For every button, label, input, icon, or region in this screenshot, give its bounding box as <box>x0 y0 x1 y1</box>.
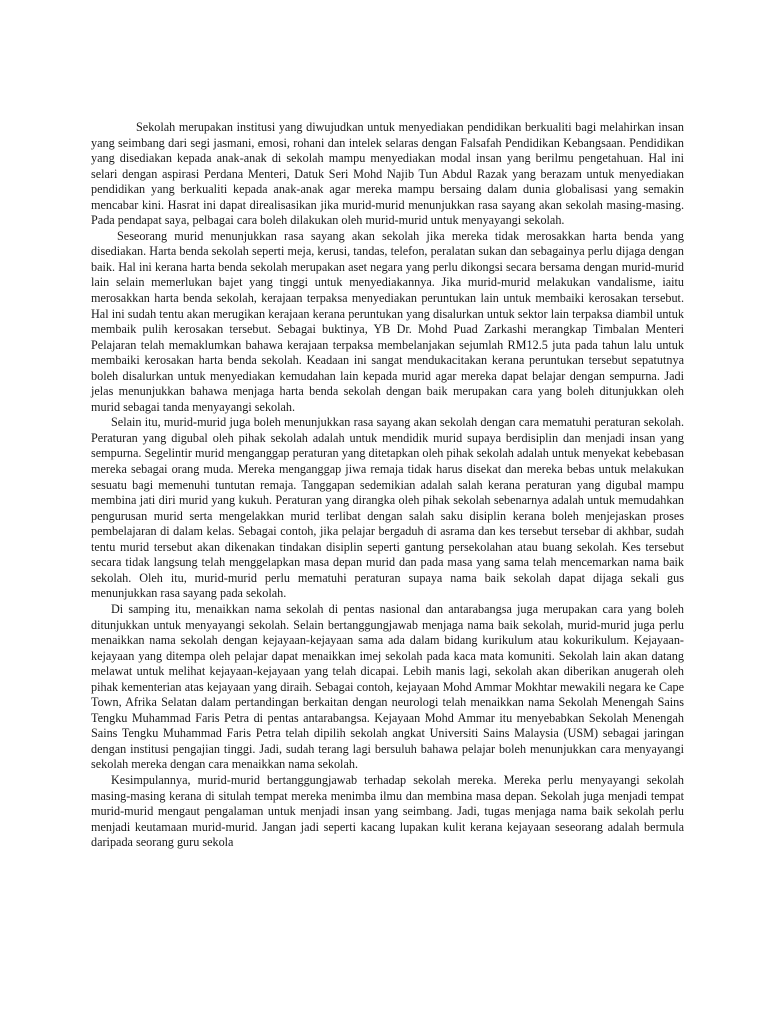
paragraph-introduction: Sekolah merupakan institusi yang diwujudkan untuk menyediakan pendidikan berkualiti bagi melahirkan insan yang seimbang dari segi jasmani, emosi, rohani dan intelek selaras dengan Falsafah Pendidikan Kebangsaan. Pendidikan yang disediakan kepada anak-anak di sekolah mampu menyediakan modal insan yang berilmu pengetahuan. Hal ini selari dengan aspirasi Perdana Menteri, Datuk Seri Mohd Najib Tun Abdul Razak yang berazam untuk menyediakan pendidikan yang berkualiti kepada anak-anak agar mereka mampu bersaing dalam dunia globalisasi yang semakin mencabar kini. Hasrat ini dapat direalisasikan jika murid-murid menunjukkan rasa sayang akan sekolah masing-masing. Pada pendapat saya, pelbagai cara boleh dilakukan oleh murid-murid untuk menyayangi sekolah. <box>91 120 684 228</box>
paragraph-conclusion: Kesimpulannya, murid-murid bertanggungjawab terhadap sekolah mereka. Mereka perlu menyayangi sekolah masing-masing kerana di situlah tempat mereka menimba ilmu dan membina masa depan. Sekolah juga menjadi tempat murid-murid mengaut pengalaman untuk menjadi insan yang seimbang. Jadi, tugas menjaga nama baik sekolah perlu menjadi keutamaan murid-murid. Jangan jadi seperti kacang lupakan kulit kerana kejayaan seseorang adalah bermula daripada seorang guru sekola <box>91 772 684 850</box>
paragraph-point-reputation: Di samping itu, menaikkan nama sekolah di pentas nasional dan antarabangsa juga merupakan cara yang boleh ditunjukkan untuk menyayangi sekolah. Selain bertanggungjawab menjaga nama baik sekolah, murid-murid juga perlu menaikkan nama sekolah dengan kejayaan-kejayaan sama ada dalam bidang kurikulum atau kokurikulum. Kejayaan-kejayaan yang ditempa oleh pelajar dapat menaikkan imej sekolah pada kaca mata komuniti. Sekolah lain akan datang melawat untuk melihat kejayaan-kejayaan yang telah dicapai. Lebih manis lagi, sekolah akan diberikan anugerah oleh pihak kementerian atas kejayaan yang diraih. Sebagai contoh, kejayaan Mohd Ammar Mokhtar mewakili negara ke Cape Town, Afrika Selatan dalam pertandingan berkaitan dengan neurologi telah menaikkan nama Sekolah Menengah Sains Tengku Muhammad Faris Petra di pentas antarabangsa. Kejayaan Mohd Ammar itu menyebabkan Sekolah Menengah Sains Tengku Muhammad Faris Petra telah dipilih sekolah angkat Universiti Sains Malaysia (USM) sebagai jaringan dengan institusi pengajian tinggi. Jadi, sudah terang lagi bersuluh bahawa pelajar boleh menunjukkan cara menyayangi sekolah mereka dengan cara menaikkan nama sekolah. <box>91 601 684 772</box>
essay-body <box>91 120 684 851</box>
paragraph-point-rules: Selain itu, murid-murid juga boleh menunjukkan rasa sayang akan sekolah dengan cara mematuhi peraturan sekolah. Peraturan yang digubal oleh pihak sekolah adalah untuk mendidik murid supaya berdisiplin dan menjadi insan yang sempurna. Segelintir murid menganggap peraturan yang ditetapkan oleh pihak sekolah adalah untuk menyekat kebebasan mereka sebagai orang muda. Mereka menganggap jiwa remaja tidak harus disekat dan mereka bebas untuk melakukan sesuatu bagi memenuhi tuntutan remaja. Tanggapan sedemikian adalah salah kerana peraturan yang digubal mampu membina jati diri murid yang kukuh. Peraturan yang dirangka oleh pihak sekolah sebenarnya adalah untuk memudahkan pengurusan murid serta mengelakkan murid terlibat dengan salah saku disiplin kerana boleh menjejaskan proses pembelajaran di dalam kelas. Sebagai contoh, jika pelajar bergaduh di asrama dan kes tersebut tersebar di akhbar, sudah tentu murid tersebut akan dikenakan tindakan disiplin seperti gantung persekolahan atau buang sekolah. Kes tersebut secara tidak langsung telah menggelapkan masa depan murid dan pada masa yang sama telah mencemarkan nama baik sekolah. Oleh itu, murid-murid perlu mematuhi peraturan supaya nama baik sekolah dapat dijaga sekali gus menunjukkan rasa sayang pada sekolah. <box>91 415 684 601</box>
paragraph-point-property: Seseorang murid menunjukkan rasa sayang akan sekolah jika mereka tidak merosakkan harta benda yang disediakan. Harta benda sekolah seperti meja, kerusi, tandas, telefon, peralatan sukan dan sebagainya perlu dijaga dengan baik. Hal ini kerana harta benda sekolah merupakan aset negara yang perlu dikongsi secara bersama dengan murid-murid lain selain memerlukan bajet yang tinggi untuk menyediakannya. Jika murid-murid melakukan vandalisme, iaitu merosakkan harta benda sekolah, kerajaan terpaksa menyediakan peruntukan lain untuk membaiki kerosakan tersebut. Hal ini sudah tentu akan merugikan kerajaan kerana peruntukan yang disalurkan untuk sektor lain terpaksa diambil untuk membaik pulih kerosakan tersebut. Sebagai buktinya, YB Dr. Mohd Puad Zarkashi merangkap Timbalan Menteri Pelajaran telah memaklumkan bahawa kerajaan terpaksa membelanjakan sejumlah RM12.5 juta pada tahun lalu untuk membaiki kerosakan harta benda sekolah. Keadaan ini sangat mendukacitakan kerana peruntukan tersebut sepatutnya boleh disalurkan untuk menyediakan kemudahan lain kepada murid agar mereka dapat belajar dengan sempurna. Jadi jelas menunjukkan bahawa menjaga harta benda sekolah dengan baik merupakan cara yang boleh ditunjukkan oleh murid sebagai tanda menyayangi sekolah. <box>91 228 684 414</box>
